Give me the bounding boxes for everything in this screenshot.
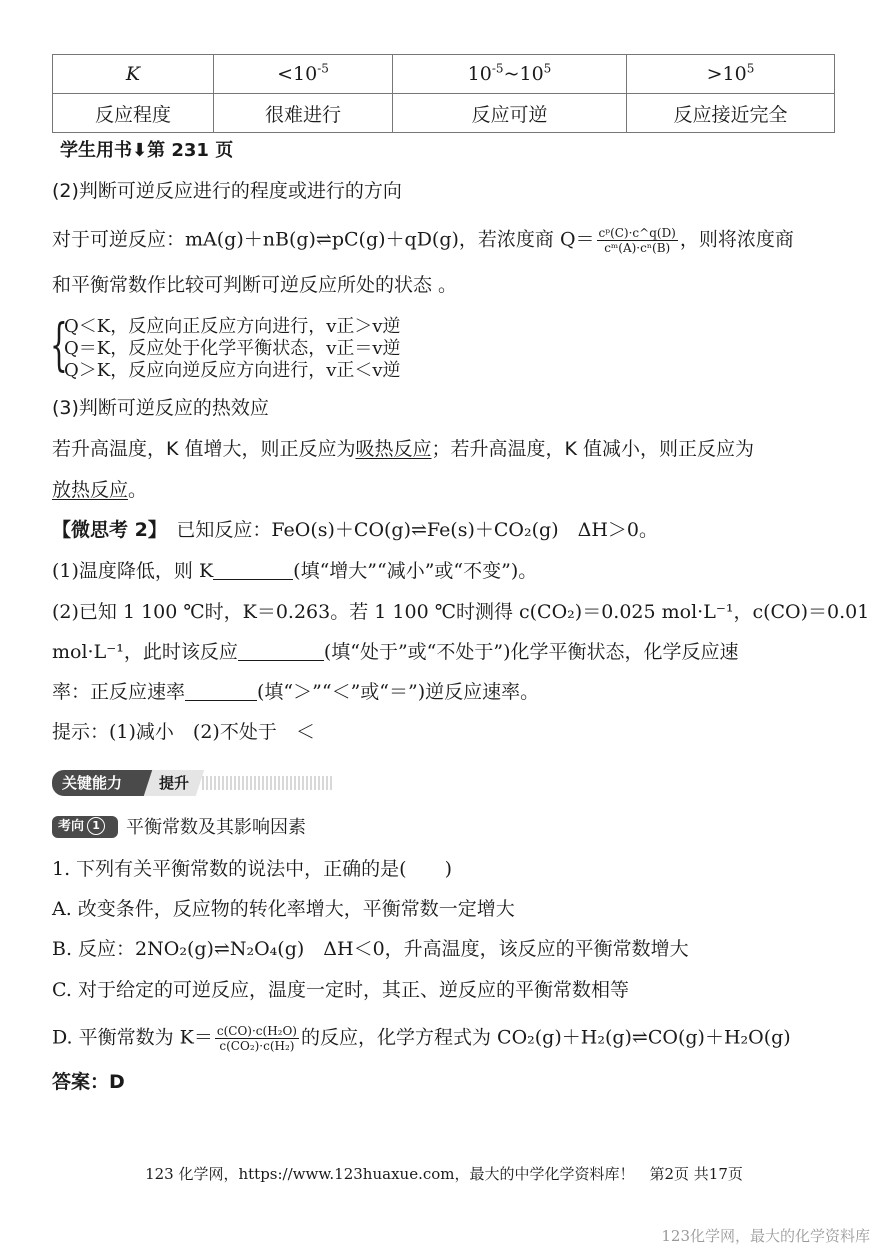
case-item: Q＞K，反应向逆反应方向进行，v正＜v逆 — [64, 360, 401, 381]
section-banner — [52, 770, 282, 796]
table-cell: K — [53, 55, 214, 94]
answer-blank — [213, 561, 293, 580]
banner-stripes — [202, 776, 332, 790]
number-circle-icon: 1 — [87, 817, 105, 835]
banner-left: 关键能力 — [52, 770, 154, 796]
k-fraction: $\frac{\text{c(CO)·c(H₂O)}}{\text{c(CO₂)·c(H₂)}}$ — [216, 1024, 297, 1053]
table-cell: 反应可逆 — [393, 94, 627, 133]
watermark: 123化学网，最大的化学资料库 — [661, 1227, 870, 1245]
topic-title: 平衡常数及其影响因素 — [126, 817, 306, 838]
section-3-title: (3)判断可逆反应的热效应 — [52, 397, 269, 419]
table-cell: $10^{-5}\sim 10^5$ — [393, 55, 627, 94]
answer-blank — [238, 642, 324, 661]
student-book-ref — [60, 139, 233, 163]
table-cell: $<10^{-5}$ — [214, 55, 393, 94]
student-book-label: 学生用书 — [60, 140, 132, 161]
answer-blank — [185, 682, 257, 701]
compare-line: 和平衡常数作比较可判断可逆反应所处的状态 。 — [52, 274, 458, 296]
option-d: D. 平衡常数为 K＝ $\frac{\text{c(CO)·c(H₂O)}}{\text{c(CO₂)·c(H₂)}}$ 的反应，化学方程式为 CO₂(g)＋H₂(g)⇌CO(g)＋H₂O(g) — [52, 1024, 791, 1053]
option-b: B. 反应：2NO₂(g)⇌N₂O₄(g) ΔH＜0，升高温度，该反应的平衡常数增大 — [52, 938, 689, 960]
question-stem: 1. 下列有关平衡常数的说法中，正确的是( ) — [52, 858, 452, 880]
question-1-line: (1)温度降低，则 K (填“增大”“减小”或“不变”)。 — [52, 560, 538, 582]
q-fraction: $\frac{\text{cᵖ(C)·c\textasciicircum{}q(D)}}{\text{cᵐ(A)·cⁿ(B)}}$ — [598, 226, 676, 255]
heat-line-2: 放热反应。 — [52, 479, 148, 501]
answer: 答案：D — [52, 1071, 125, 1093]
topic-tag: 考向 1 — [52, 816, 118, 838]
table-cell: 很难进行 — [214, 94, 393, 133]
question-2-line-2: mol·L⁻¹，此时该反应 (填“处于”或“不处于”)化学平衡状态，化学反应速 — [52, 641, 739, 663]
question-2-line-1: (2)已知 1 100 ℃时，K＝0.263。若 1 100 ℃时测得 c(CO₂)＝0.025 mol·L⁻¹，c(CO)＝0.01 — [52, 601, 870, 623]
table-cell: 反应程度 — [53, 94, 214, 133]
table-row — [53, 55, 835, 94]
k-range-table — [52, 54, 835, 133]
reaction-line: 对于可逆反应：mA(g)＋nB(g)⇌pC(g)＋qD(g)，若浓度商 Q＝ $\frac{\text{cᵖ(C)·c\textasciicircum{}q(D)}}{\text{cᵐ(A)·cⁿ(B)}}$ ，则将浓度商 — [52, 226, 794, 255]
heat-line-1: 若升高温度，K 值增大，则正反应为吸热反应；若升高温度，K 值减小，则正反应为 — [52, 438, 755, 460]
page-footer: 123 化学网，https://www.123huaxue.com，最大的中学化学资料库！ 第2页 共17页 — [145, 1165, 743, 1183]
question-2-line-3: 率：正反应速率 (填“＞”“＜”或“＝”)逆反应速率。 — [52, 681, 540, 703]
table-row — [53, 94, 835, 133]
case-item: Q＝K，反应处于化学平衡状态，v正＝v逆 — [64, 338, 401, 359]
down-arrow-icon: ⬇ — [132, 140, 148, 161]
brace-icon: { — [50, 313, 68, 378]
option-a: A. 改变条件，反应物的转化率增大，平衡常数一定增大 — [52, 898, 515, 920]
case-item: Q＜K，反应向正反应方向进行，v正＞v逆 — [64, 316, 401, 337]
student-book-page: 第 231 页 — [147, 140, 234, 161]
table-cell: 反应接近完全 — [627, 94, 835, 133]
hint-line: 提示：(1)减小 (2)不处于 ＜ — [52, 721, 315, 743]
banner-right: 提升 — [144, 770, 204, 796]
think-title: 【微思考 2】 已知反应：FeO(s)＋CO(g)⇌Fe(s)＋CO₂(g) ΔH＞0。 — [52, 519, 658, 541]
option-c: C. 对于给定的可逆反应，温度一定时，其正、逆反应的平衡常数相等 — [52, 979, 629, 1001]
table-cell: $>10^5$ — [627, 55, 835, 94]
section-2-title: (2)判断可逆反应进行的程度或进行的方向 — [52, 180, 402, 202]
